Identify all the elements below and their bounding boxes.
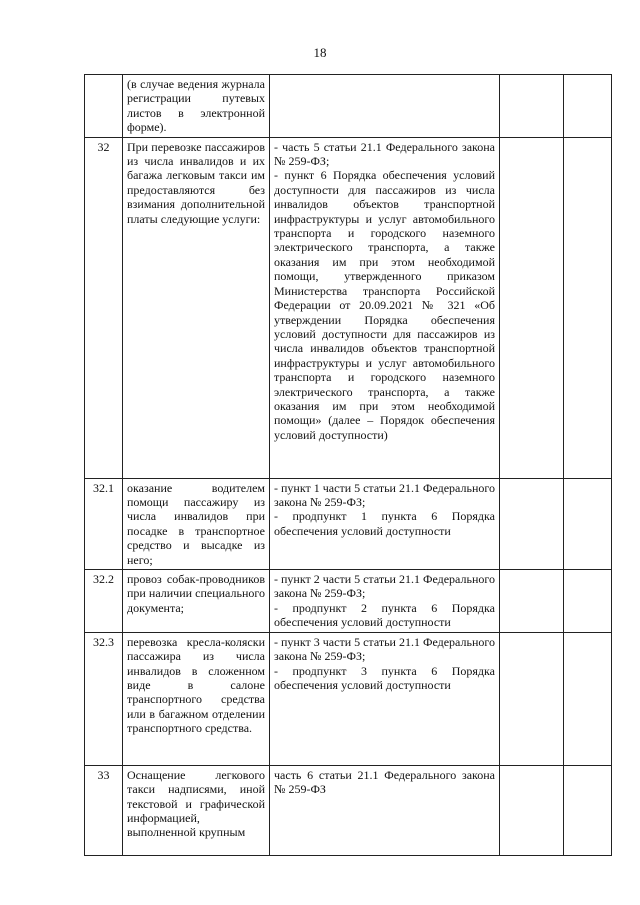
table-row [85, 75, 612, 138]
empty-cell [500, 137, 564, 478]
legal-basis-item: - пункт 6 Порядка обеспечения условий доступности для пассажиров из числа инвалидов объектов транспортной инфраструктуры и услуг автомобильного транспорта и городского наземного электрического транспорта, а также оказания им при этом необходимой помощи, утвержденного приказом Министерства транспорта Российской Федерации от 20.09.2021 № 321 «Об утверждении Порядка обеспечения условий доступности для пассажиров из числа инвалидов объектов транспортной инфраструктуры и услуг автомобильного транспорта и городского наземного электрического транспорта, а также оказания им при этом необходимой помощи» (далее – Порядок обеспечения условий доступности) [274, 168, 495, 442]
row-number [85, 75, 123, 138]
empty-cell [564, 75, 612, 138]
legal-basis-item: - продпункт 2 пункта 6 Порядка обеспечения условий доступности [274, 600, 495, 630]
legal-basis-item: - пункт 2 части 5 статьи 21.1 Федерального закона № 259-ФЗ; [274, 572, 495, 601]
legal-basis-item: - часть 5 статьи 21.1 Федерального закона № 259-ФЗ; [274, 139, 495, 169]
legal-basis-item: - продпункт 3 пункта 6 Порядка обеспечения условий доступности [274, 663, 495, 692]
row-number: 33 [85, 765, 123, 855]
table-row [85, 570, 612, 633]
row-number: 32.3 [85, 632, 123, 765]
legal-basis [270, 570, 500, 633]
empty-cell [564, 570, 612, 633]
requirements-table [84, 74, 612, 856]
legal-basis-item: - пункт 3 части 5 статьи 21.1 Федерального закона № 259-ФЗ; [274, 634, 495, 664]
empty-cell [564, 478, 612, 569]
row-number: 32.2 [85, 570, 123, 633]
legal-basis [270, 137, 500, 478]
table-row [85, 478, 612, 569]
legal-basis-item: - продпункт 1 пункта 6 Порядка обеспечения условий доступности [274, 509, 495, 538]
table-row [85, 765, 612, 855]
legal-basis-item: часть 6 статьи 21.1 Федерального закона № 259-ФЗ [274, 767, 495, 797]
legal-basis-item: - пункт 1 части 5 статьи 21.1 Федерального закона № 259-ФЗ; [274, 480, 495, 510]
legal-basis [270, 765, 500, 855]
requirement-text: (в случае ведения журнала регистрации путевых листов в электронной форме). [123, 75, 270, 138]
row-number: 32.1 [85, 478, 123, 569]
requirement-text: перевозка кресла-коляски пассажира из числа инвалидов в сложенном виде в салоне транспортного средства или в багажном отделении транспортного средства. [123, 632, 270, 765]
empty-cell [500, 478, 564, 569]
empty-cell [564, 632, 612, 765]
requirement-text: Оснащение легкового такси надписями, иной текстовой и графической информацией, выполненной крупным [123, 765, 270, 855]
table-row [85, 137, 612, 478]
empty-cell [564, 137, 612, 478]
empty-cell [500, 75, 564, 138]
table-row [85, 632, 612, 765]
empty-cell [500, 765, 564, 855]
legal-basis [270, 478, 500, 569]
empty-cell [500, 570, 564, 633]
requirement-text: оказание водителем помощи пассажиру из числа инвалидов при посадке в транспортное средство и высадке из него; [123, 478, 270, 569]
requirement-text: При перевозке пассажиров из числа инвалидов и их багажа легковым такси им предоставляются без взимания дополнительной платы следующие услуги: [123, 137, 270, 478]
legal-basis [270, 632, 500, 765]
row-number: 32 [85, 137, 123, 478]
empty-cell [564, 765, 612, 855]
legal-basis [270, 75, 500, 138]
empty-cell [500, 632, 564, 765]
requirement-text: провоз собак-проводников при наличии специального документа; [123, 570, 270, 633]
page-number: 18 [313, 45, 327, 60]
